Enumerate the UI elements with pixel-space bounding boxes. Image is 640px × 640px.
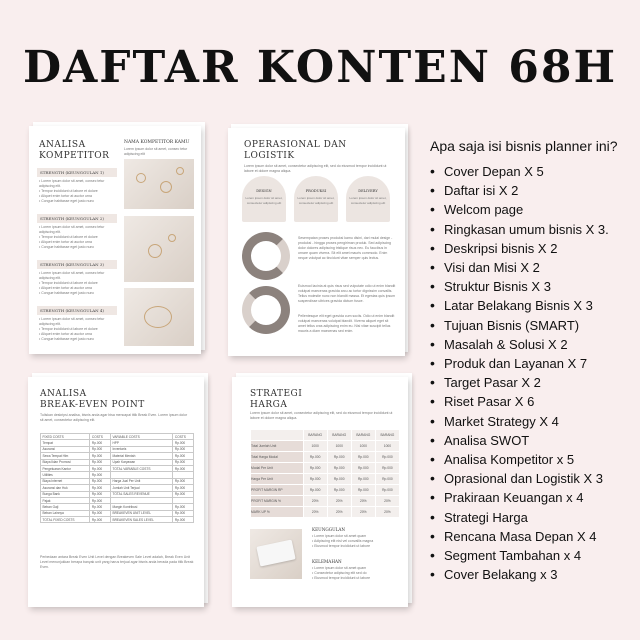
checklist-item: • Strategi Harga bbox=[430, 508, 635, 527]
variable-cost-label: HPP bbox=[110, 440, 172, 446]
grid-cell: 20% bbox=[327, 507, 351, 518]
fixed-cost-label: Beban Gaji bbox=[41, 504, 90, 510]
grid-cell: 20% bbox=[375, 496, 399, 507]
placeholder-text: Tuliskan deskripsi analisa, bisnis anda agar bisa mencapai titik Break Even. Lorem ipsum dolor sit amet, consectetur adipiscing elit. bbox=[40, 413, 188, 422]
table-row bbox=[251, 452, 400, 463]
strength-section-label: STRENGTH (KEUNGGULAN 2) bbox=[37, 214, 117, 223]
page-operasional-logistik bbox=[228, 128, 405, 356]
strength-section-label: STRENGTH (KEUNGGULAN 1) bbox=[37, 168, 117, 177]
cons-heading: KELEMAHAN bbox=[312, 559, 342, 564]
fixed-cost-value: Rp.000 bbox=[90, 446, 111, 452]
placeholder-text: • Lorem ipsum dolor sit amet, consec tetur adipiscing elit. • Tempor incididunt ut labore et dolore • Aliquet enim tortor at auctor urna • Congue habitasse eget justo nunc bbox=[39, 271, 105, 295]
grid-cell: Rp.000 bbox=[375, 452, 399, 463]
laptop-photo bbox=[250, 529, 302, 579]
checklist-item: • Produk dan Layanan X 7 bbox=[430, 354, 635, 373]
fixed-cost-value: Rp.000 bbox=[90, 485, 111, 491]
fixed-cost-value: Rp.000 bbox=[90, 465, 111, 471]
fixed-cost-value: Rp.000 bbox=[90, 497, 111, 503]
variable-cost-label: Margin Kontribusi bbox=[110, 504, 172, 510]
variable-cost-label: TOTAL SALES REVENUE bbox=[110, 491, 172, 497]
grid-cell: 1000 bbox=[303, 441, 327, 452]
placeholder-text: Lorem ipsum dolor sit amet, consectetur adipiscing elit, sed do eiusmod tempor incididunt ut labore et dolore magna aliqua. bbox=[244, 164, 387, 173]
variable-cost-value: Rp.000 bbox=[173, 491, 194, 497]
placeholder-text: • Lorem ipsum dolor sit amet, consec tetur adipiscing elit. • Tempor incididunt ut labore et dolore • Aliquet enim tortor at auctor urna • Congue habitasse eget justo nunc bbox=[39, 225, 105, 249]
checklist-item: • Market Strategy X 4 bbox=[430, 412, 635, 431]
table-row bbox=[251, 507, 400, 518]
variable-cost-label: Material Mentah bbox=[110, 453, 172, 459]
grid-cell: Rp.000 bbox=[303, 485, 327, 496]
checklist-item: • Cover Depan X 5 bbox=[430, 162, 635, 181]
variable-cost-value: Rp.000 bbox=[173, 465, 194, 471]
competitor-name-heading: NAMA KOMPETITOR KAMU bbox=[124, 140, 190, 145]
pros-heading: KEUNGGULAN bbox=[312, 527, 346, 532]
grid-header-cell bbox=[251, 430, 304, 441]
cons-list: • Lorem ipsum dolor sit amet quam • Consectetur adipiscing elit sed do • Eiusmod tempor incididunt ut labore bbox=[312, 566, 371, 580]
variable-cost-value: Rp.000 bbox=[173, 453, 194, 459]
fixed-cost-value: Rp.000 bbox=[90, 478, 111, 484]
grid-header-cell: BARANG bbox=[303, 430, 327, 441]
variable-cost-value: Rp.000 bbox=[173, 510, 194, 516]
page-title: ANALISA BREAK-EVEN POINT bbox=[40, 389, 145, 410]
grid-cell: 1000 bbox=[351, 441, 375, 452]
process-step-card bbox=[346, 176, 390, 222]
checklist-item: • Latar Belakang Bisnis X 3 bbox=[430, 296, 635, 315]
grid-cell: Rp.000 bbox=[327, 474, 351, 485]
fixed-cost-value: Rp.000 bbox=[90, 453, 111, 459]
strength-section-label: STRENGTH (KEUNGGULAN 3) bbox=[37, 260, 117, 269]
grid-cell: Rp.000 bbox=[351, 485, 375, 496]
variable-cost-value: Rp.000 bbox=[173, 446, 194, 452]
grid-cell: Rp.000 bbox=[327, 452, 351, 463]
table-row bbox=[251, 485, 400, 496]
grid-cell: 20% bbox=[303, 496, 327, 507]
checklist-item: • Segment Tambahan x 4 bbox=[430, 546, 635, 565]
grid-row-label: PROFIT MARGIN RP bbox=[251, 485, 304, 496]
variable-cost-label: Harga Jual Per Unit bbox=[110, 478, 172, 484]
grid-row-label: MARK UP % bbox=[251, 507, 304, 518]
grid-cell: Rp.000 bbox=[375, 474, 399, 485]
process-step-label: DESIGN bbox=[256, 189, 272, 193]
placeholder-paragraph: Perbedaan antara Break Even Unit Level dengan Breakeven Sale Level adalah, Break Even Unit Level menunjukkan berapa banyak unit yang harus terjual agar bisnis anda berada pada titik Break Even. bbox=[40, 555, 194, 569]
pros-list: • Lorem ipsum dolor sit amet quam • Adipiscing elit nisl vel convallis magna • Eiusmod tempor incididunt ut labore bbox=[312, 534, 374, 548]
checklist-heading: Apa saja isi bisnis planner ini? bbox=[430, 138, 618, 154]
grid-cell: Rp.000 bbox=[327, 485, 351, 496]
fixed-cost-value: Rp.000 bbox=[90, 440, 111, 446]
placeholder-text: • Lorem ipsum dolor sit amet, consec tetur adipiscing elit. • Tempor incididunt ut labore et dolore • Aliquet enim tortor at auctor urna • Congue habitasse eget justo nunc bbox=[39, 317, 105, 341]
checklist-item: • Welcom page bbox=[430, 200, 635, 219]
placeholder-text: Lorem ipsum dolor sit amet, consectetur adipiscing elit bbox=[245, 196, 283, 205]
checklist-item: • Visi dan Misi X 2 bbox=[430, 258, 635, 277]
grid-row-label: Modal Per Unit bbox=[251, 463, 304, 474]
fixed-cost-value: Rp.000 bbox=[90, 517, 111, 523]
process-cycle-chart bbox=[242, 286, 290, 334]
page-title: OPERASIONAL DAN LOGISTIK bbox=[244, 140, 347, 161]
fixed-cost-value: Rp.000 bbox=[90, 472, 111, 478]
checklist-item: • Target Pasar X 2 bbox=[430, 373, 635, 392]
grid-cell: 20% bbox=[351, 496, 375, 507]
fixed-cost-label: Bunga Bank bbox=[41, 491, 90, 497]
grid-header-cell: BARANG bbox=[375, 430, 399, 441]
table-row bbox=[251, 441, 400, 452]
table-row bbox=[41, 517, 194, 523]
fixed-cost-value: Rp.000 bbox=[90, 459, 111, 465]
variable-cost-value: Rp.000 bbox=[173, 459, 194, 465]
content-checklist bbox=[430, 138, 635, 584]
fixed-cost-label: Tempat bbox=[41, 440, 90, 446]
table-row bbox=[251, 474, 400, 485]
fixed-cost-value: Rp.000 bbox=[90, 510, 111, 516]
grid-cell: Rp.000 bbox=[375, 463, 399, 474]
grid-cell: 20% bbox=[351, 507, 375, 518]
placeholder-text: Lorem ipsum dolor sit amet, consectetur adipiscing elit bbox=[349, 196, 387, 205]
placeholder-paragraph: Euismod lacinia at quis risus sed vulputate odio ut enim blandit volutpat maecenas gravida arcu ac tortor dignissim convallis. Tellus molestie nunc non blandit massa. Et egestas quis ipsum suspendisse ultrices gravida dictum fusce. bbox=[298, 284, 396, 303]
page-strategi-harga bbox=[232, 377, 408, 607]
fixed-cost-label: Asuransi bbox=[41, 446, 90, 452]
placeholder-paragraph: Sesempatan proses produksi kamu disini, dari mulai design - produksi - hingga proses pengiriman produk. Sed adipiscing dolor dolores adipiscing tristique risus nec. Eu faucibus in ornare quam viverra. Sit elit amet mauris commodo. Enim neque volutpat ac tincidunt vitae semper quis lectus. bbox=[298, 236, 393, 260]
table-header: VARIABLE COSTS bbox=[110, 434, 172, 440]
process-step-card bbox=[242, 176, 286, 222]
table-header: FIXED COSTS bbox=[41, 434, 90, 440]
table-row bbox=[251, 496, 400, 507]
fixed-cost-label: TOTAL FIXED COSTS bbox=[41, 517, 90, 523]
fixed-cost-value: Rp.000 bbox=[90, 491, 111, 497]
variable-cost-label: BREAKEVEN SALES LEVEL bbox=[110, 517, 172, 523]
table-header: COSTS bbox=[90, 434, 111, 440]
variable-cost-label: Inventaris bbox=[110, 446, 172, 452]
checklist-item: • Analisa SWOT bbox=[430, 431, 635, 450]
main-title: DAFTAR KONTEN 68H bbox=[22, 42, 618, 93]
grid-row-label: Harga Per Unit bbox=[251, 474, 304, 485]
strength-section-label: STRENGTH (KEUNGGULAN 4) bbox=[37, 306, 117, 315]
fixed-cost-label: Beban Lainnya bbox=[41, 510, 90, 516]
checklist-item: • Ringkasan umum bisnis X 3. bbox=[430, 220, 635, 239]
variable-cost-value: Rp.000 bbox=[173, 478, 194, 484]
grid-cell: 20% bbox=[303, 507, 327, 518]
variable-cost-value: Rp.000 bbox=[173, 485, 194, 491]
checklist-item: • Cover Belakang x 3 bbox=[430, 565, 635, 584]
grid-cell: Rp.000 bbox=[303, 452, 327, 463]
grid-cell: Rp.000 bbox=[351, 474, 375, 485]
page-analisa-bep bbox=[28, 377, 204, 607]
grid-cell: 20% bbox=[375, 507, 399, 518]
process-step-label: PRODUKSI bbox=[305, 189, 327, 193]
variable-cost-label: Upah Karyawan bbox=[110, 459, 172, 465]
process-step-label: DELIVERY bbox=[358, 189, 378, 193]
variable-cost-label: TOTAL VARIABLE COSTS bbox=[110, 465, 172, 471]
grid-cell: 20% bbox=[327, 496, 351, 507]
grid-row-label: Total Jumlah Unit bbox=[251, 441, 304, 452]
checklist-item: • Rencana Masa Depan X 4 bbox=[430, 527, 635, 546]
fixed-cost-label: Biaya Iklan Promosi bbox=[41, 459, 90, 465]
checklist-item: • Daftar isi X 2 bbox=[430, 181, 635, 200]
grid-cell: 1000 bbox=[375, 441, 399, 452]
table-row bbox=[251, 463, 400, 474]
placeholder-text: Lorem ipsum dolor sit amet, consectetur adipiscing elit, sed do eiusmod tempor incididunt ut labore et dolore magna aliqua. bbox=[250, 411, 393, 420]
checklist-item: • Struktur Bisnis X 3 bbox=[430, 277, 635, 296]
variable-cost-value: Rp.000 bbox=[173, 440, 194, 446]
grid-cell: Rp.000 bbox=[327, 463, 351, 474]
checklist-item: • Prakiraan Keuangan x 4 bbox=[430, 488, 635, 507]
fixed-cost-label: Sewa Tempat Hlm bbox=[41, 453, 90, 459]
checklist-item: • Tujuan Bisnis (SMART) bbox=[430, 316, 635, 335]
grid-cell: Rp.000 bbox=[351, 452, 375, 463]
variable-cost-label: BREAKEVEN UNIT LEVEL bbox=[110, 510, 172, 516]
checklist-item: • Riset Pasar X 6 bbox=[430, 392, 635, 411]
checklist-item: • Deskripsi bisnis X 2 bbox=[430, 239, 635, 258]
grid-row-label: PROFIT MARGIN % bbox=[251, 496, 304, 507]
placeholder-text: • Lorem ipsum dolor sit amet, consec tetur adipiscing elit. • Tempor incididunt ut labore et dolore • Aliquet enim tortor at auctor urna • Congue habitasse eget justo nunc bbox=[39, 179, 105, 203]
grid-row-label: Total Harga Modal bbox=[251, 452, 304, 463]
fixed-cost-label: Pengeluaran Kantor bbox=[41, 465, 90, 471]
grid-cell: Rp.000 bbox=[303, 474, 327, 485]
variable-cost-value: Rp.000 bbox=[173, 517, 194, 523]
page-title: ANALISA KOMPETITOR bbox=[39, 140, 110, 161]
checklist-item: • Masalah & Solusi X 2 bbox=[430, 335, 635, 354]
grid-cell: Rp.000 bbox=[375, 485, 399, 496]
fixed-cost-label: Asuransi dan Huk bbox=[41, 485, 90, 491]
placeholder-text: Lorem ipsum dolor sit amet, consectetur adipiscing elit bbox=[297, 196, 335, 205]
placeholder-text: Lorem ipsum dolor sit amet, consec tetur adipiscing elit bbox=[124, 147, 188, 156]
jewelry-photo bbox=[124, 216, 194, 282]
page-analisa-kompetitor bbox=[29, 126, 201, 354]
grid-header-cell: BARANG bbox=[351, 430, 375, 441]
jewelry-photo bbox=[124, 159, 194, 209]
placeholder-paragraph: Pellentesque elit eget gravida cum sociis. Odio ut enim blandit volutpat maecenas volutpat blandit. Viverra aliquet eget sit amet tellus cras adipiscing enim eu. Nisi vitae suscipit tellus mauris a diam maecenas sed enim. bbox=[298, 314, 395, 333]
checklist-item: • Oprasional dan Logistik X 3 bbox=[430, 469, 635, 488]
process-cycle-chart bbox=[242, 232, 290, 280]
grid-cell: Rp.000 bbox=[351, 463, 375, 474]
fixed-cost-value: Rp.000 bbox=[90, 504, 111, 510]
fixed-cost-label: Pajak bbox=[41, 497, 90, 503]
checklist-list bbox=[430, 162, 635, 584]
pricing-grid bbox=[250, 429, 400, 518]
variable-cost-value: Rp.000 bbox=[173, 504, 194, 510]
grid-cell: Rp.000 bbox=[303, 463, 327, 474]
checklist-item: • Analisa Kompetitor x 5 bbox=[430, 450, 635, 469]
grid-cell: 1000 bbox=[327, 441, 351, 452]
variable-cost-label: Jumlah Unit Terjual bbox=[110, 485, 172, 491]
table-header: COSTS bbox=[173, 434, 194, 440]
bep-table bbox=[40, 433, 194, 523]
fixed-cost-label: Utilities bbox=[41, 472, 90, 478]
process-step-card bbox=[294, 176, 338, 222]
jewelry-photo bbox=[124, 288, 194, 346]
grid-header-cell: BARANG bbox=[327, 430, 351, 441]
fixed-cost-label: Biaya Internet bbox=[41, 478, 90, 484]
page-title: STRATEGI HARGA bbox=[250, 389, 303, 410]
